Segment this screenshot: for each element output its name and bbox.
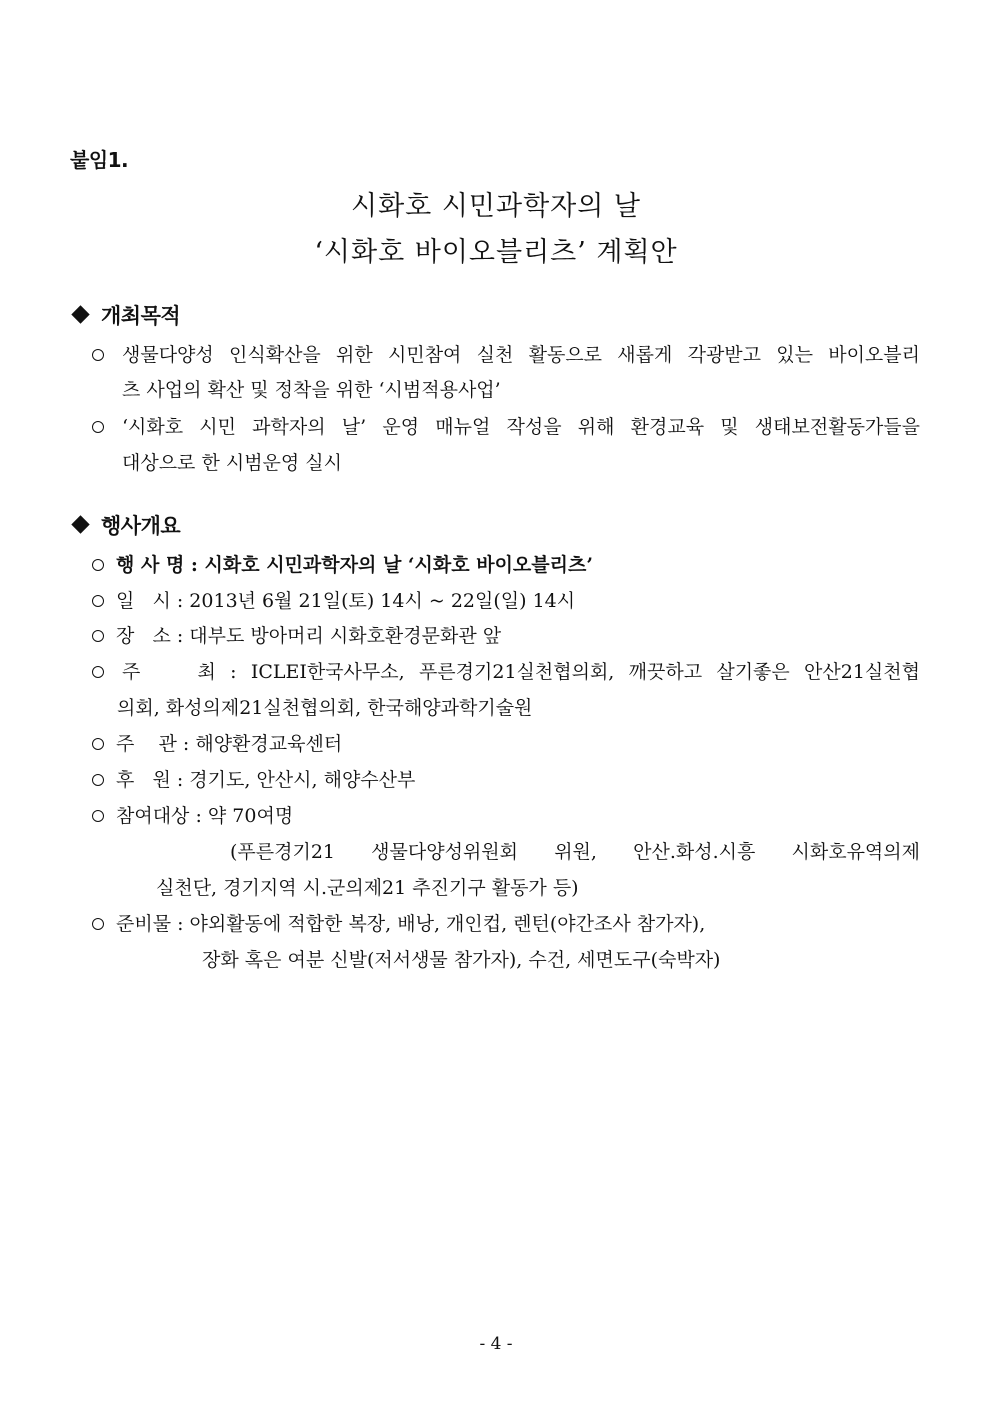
circle-bullet-icon [92,810,104,822]
overview-datetime [92,589,575,613]
circle-bullet-icon [92,559,104,571]
overview-supplies [92,912,705,936]
purpose-item-2 [92,415,116,439]
circle-bullet-icon [92,666,104,678]
overview-participants-text: 참여대상 : 약 70여명 [116,805,294,827]
overview-organizer [92,732,342,756]
page-number: - 4 - [479,1334,513,1354]
section-heading-overview [72,510,180,540]
document-title-line2: ‘시화호 바이오블리츠’ 계획안 [314,237,678,268]
overview-sponsor-text: 후 원 : 경기도, 안산시, 해양수산부 [116,769,416,791]
overview-supplies-line2: 장화 혹은 여분 신발(저서생물 참가자), 수건, 세면도구(숙박자) [202,949,721,971]
overview-datetime-text: 일 시 : 2013년 6월 21일(토) 14시 ~ 22일(일) 14시 [116,590,576,612]
circle-bullet-icon [92,595,104,607]
overview-event-name [92,553,593,577]
diamond-bullet-icon [71,515,89,533]
circle-bullet-icon [92,774,104,786]
overview-event-name-text: 행 사 명 : 시화호 시민과학자의 날 ‘시화호 바이오블리츠’ [116,554,593,576]
attachment-label: 붙임1. [70,148,129,172]
overview-supplies-line1: 준비물 : 야외활동에 적합한 복장, 배낭, 개인컵, 렌턴(야간조사 참가자), [116,913,706,935]
overview-participants-detail-line1: (푸른경기21 생물다양성위원회 위원, 안산.화성.시흥 시화호유역의제 [230,841,920,863]
purpose-item-1-line2: 츠 사업의 확산 및 정착을 위한 ‘시범적용사업’ [122,379,501,401]
purpose-item-1-line1: 생물다양성 인식확산을 위한 시민참여 실천 활동으로 새롭게 각광받고 있는 바이오블리 [122,344,920,366]
overview-sponsor [92,768,415,792]
overview-host [92,660,116,684]
section-heading-overview-text: 행사개요 [101,514,181,538]
diamond-bullet-icon [71,305,89,323]
overview-venue-text: 장 소 : 대부도 방아머리 시화호환경문화관 앞 [116,625,502,647]
section-heading-purpose-text: 개최목적 [101,304,181,328]
overview-host-line1: 주 최 : ICLEI한국사무소, 푸른경기21실천협의회, 깨끗하고 살기좋은 안산21실천협 [122,661,920,683]
circle-bullet-icon [92,918,104,930]
document-title-line1: 시화호 시민과학자의 날 [351,191,641,222]
purpose-item-1 [92,343,116,367]
circle-bullet-icon [92,349,104,361]
overview-participants [92,804,293,828]
circle-bullet-icon [92,738,104,750]
overview-participants-detail-line2: 실천단, 경기지역 시.군의제21 추진기구 활동가 등) [156,877,579,899]
purpose-item-2-line1: ‘시화호 시민 과학자의 날’ 운영 매뉴얼 작성을 위해 환경교육 및 생태보전활동가들을 [122,416,920,438]
purpose-item-2-line2: 대상으로 한 시범운영 실시 [122,452,343,474]
circle-bullet-icon [92,421,104,433]
overview-venue [92,624,501,648]
circle-bullet-icon [92,630,104,642]
section-heading-purpose [72,300,180,330]
overview-organizer-text: 주 관 : 해양환경교육센터 [116,733,343,755]
overview-host-line2: 의회, 화성의제21실천협의회, 한국해양과학기술원 [117,697,533,719]
